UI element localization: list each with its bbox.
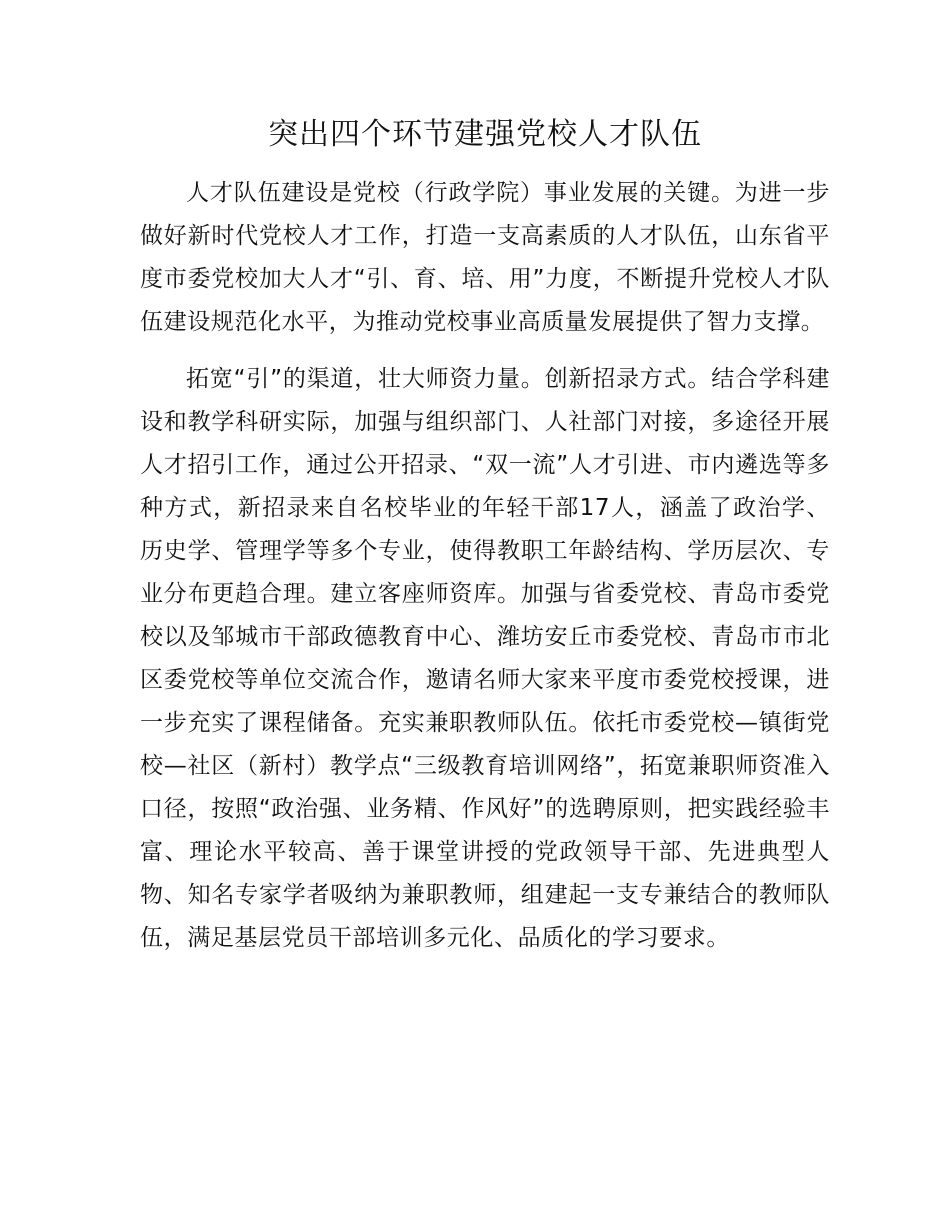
- paragraph-recruitment: 拓宽“引”的渠道，壮大师资力量。创新招录方式。结合学科建设和教学科研实际，加强与组织部门、人社部门对接，多途径开展人才招引工作，通过公开招录、“双一流”人才引进、市内遴选等多种方式，新招录来自名校毕业的年轻干部17人，涵盖了政治学、历史学、管理学等多个专业，使得教职工年龄结构、学历层次、专业分布更趋合理。建立客座师资库。加强与省委党校、青岛市委党校以及邹城市干部政德教育中心、潍坊安丘市委党校、青岛市市北区委党校等单位交流合作，邀请名师大家来平度市委党校授课，进一步充实了课程储备。充实兼职教师队伍。依托市委党校—镇街党校—社区（新村）教学点“三级教育培训网络”，拓宽兼职师资准入口径，按照“政治强、业务精、作风好”的选聘原则，把实践经验丰富、理论水平较高、善于课堂讲授的党政领导干部、先进典型人物、知名专家学者吸纳为兼职教师，组建起一支专兼结合的教师队伍，满足基层党员干部培训多元化、品质化的学习要求。: [140, 366, 830, 951]
- document-body: [140, 172, 830, 974]
- paragraph-intro: 人才队伍建设是党校（行政学院）事业发展的关键。为进一步做好新时代党校人才工作，打造一支高素质的人才队伍，山东省平度市委党校加大人才“引、育、培、用”力度，不断提升党校人才队伍建设规范化水平，为推动党校事业高质量发展提供了智力支撑。: [140, 180, 830, 335]
- document-title: 突出四个环节建强党校人才队伍: [268, 117, 702, 152]
